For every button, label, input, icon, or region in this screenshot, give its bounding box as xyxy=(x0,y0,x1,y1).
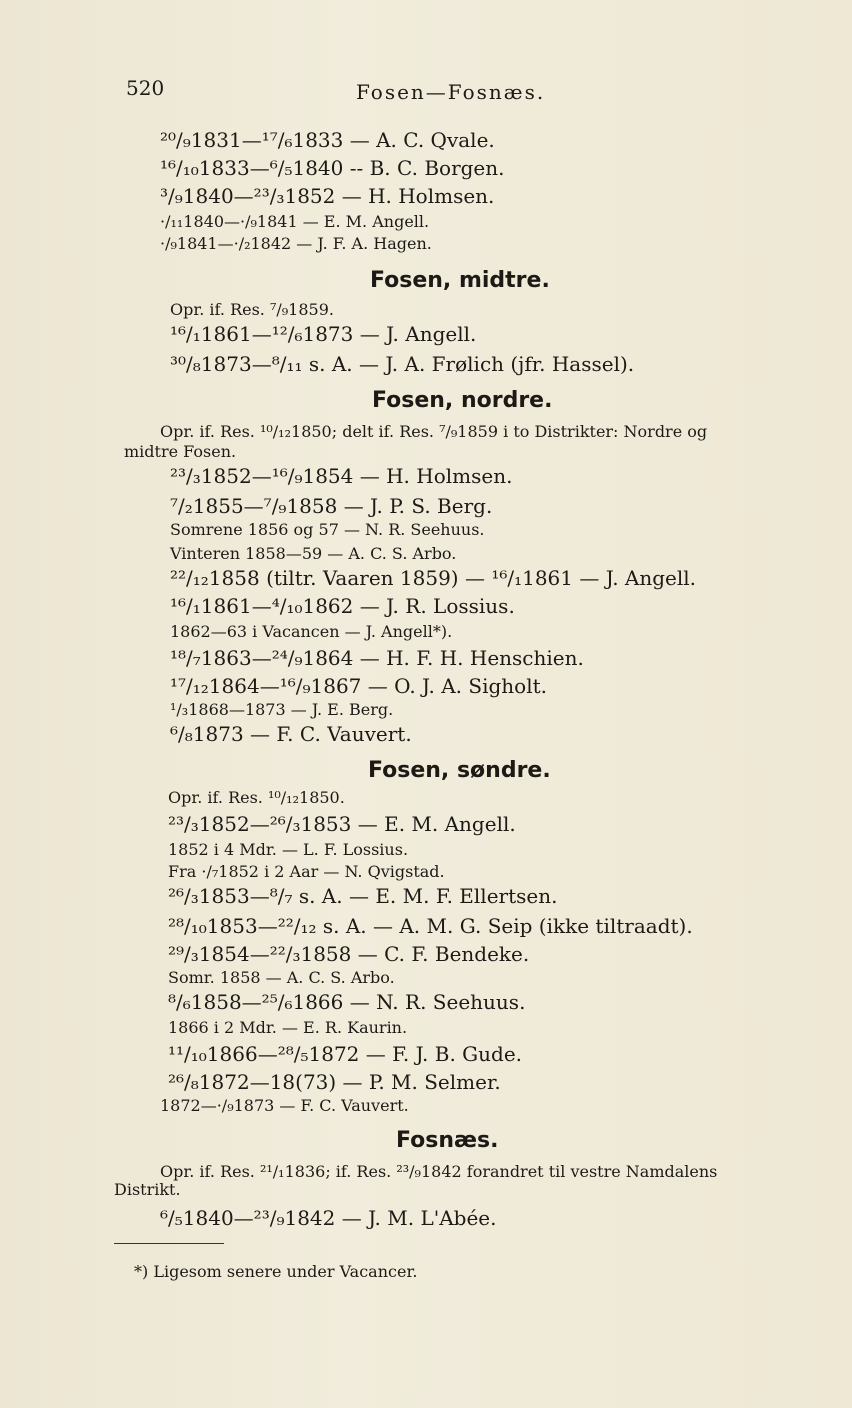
page-number: 520 xyxy=(126,76,165,100)
entry-line: ⁸/₆1858—²⁵/₆1866 — N. R. Seehuus. xyxy=(168,990,526,1014)
entry-line: 1852 i 4 Mdr. — L. F. Lossius. xyxy=(168,840,409,859)
entry-line: ¹⁶/₁1861—¹²/₆1873 — J. Angell. xyxy=(170,322,477,346)
running-title: Fosen—Fosnæs. xyxy=(356,80,546,104)
section-heading: Fosnæs. xyxy=(396,1128,499,1153)
entry-line: Opr. if. Res. ¹⁰/₁₂1850. xyxy=(168,788,345,807)
entry-line: 1872—·/₉1873 — F. C. Vauvert. xyxy=(160,1096,409,1115)
entry-line: ²³/₃1852—¹⁶/₉1854 — H. Holmsen. xyxy=(170,464,513,488)
entry-line: ¹⁷/₁₂1864—¹⁶/₉1867 — O. J. A. Sigholt. xyxy=(170,674,548,698)
entry-line: ¹⁸/₇1863—²⁴/₉1864 — H. F. H. Henschien. xyxy=(170,646,584,670)
entry-line: Opr. if. Res. ²¹/₁1836; if. Res. ²³/₉1842 forandret til vestre Namdalens xyxy=(160,1162,718,1181)
entry-line: 1862—63 i Vacancen — J. Angell*). xyxy=(170,622,453,641)
footnote: *) Ligesom senere under Vacancer. xyxy=(134,1262,418,1281)
entry-line: Somr. 1858 — A. C. S. Arbo. xyxy=(168,968,395,987)
entry-line: ²⁶/₃1853—⁸/₇ s. A. — E. M. F. Ellertsen. xyxy=(168,884,558,908)
entry-line: Opr. if. Res. ⁷/₉1859. xyxy=(170,300,334,319)
entry-line: Vinteren 1858—59 — A. C. S. Arbo. xyxy=(170,544,457,563)
entry-line: ⁶/₈1873 — F. C. Vauvert. xyxy=(170,722,412,746)
entry-line: ¹⁶/₁₀1833—⁶/₅1840 -- B. C. Borgen. xyxy=(160,156,505,180)
entry-line: ³/₉1840—²³/₃1852 — H. Holmsen. xyxy=(160,184,495,208)
entry-line: ²²/₁₂1858 (tiltr. Vaaren 1859) — ¹⁶/₁1861 — J. Angell. xyxy=(170,566,697,590)
entry-line: midtre Fosen. xyxy=(124,442,237,461)
entry-line: ³⁰/₈1873—⁸/₁₁ s. A. — J. A. Frølich (jfr. Hassel). xyxy=(170,352,635,376)
entry-line: Fra ·/₇1852 i 2 Aar — N. Qvigstad. xyxy=(168,862,445,881)
entry-line: ·/₉1841—·/₂1842 — J. F. A. Hagen. xyxy=(160,234,432,253)
section-heading: Fosen, nordre. xyxy=(372,388,553,413)
entry-line: ⁶/₅1840—²³/₉1842 — J. M. L'Abée. xyxy=(160,1206,497,1230)
entry-line: ⁷/₂1855—⁷/₉1858 — J. P. S. Berg. xyxy=(170,494,493,518)
entry-line: 1866 i 2 Mdr. — E. R. Kaurin. xyxy=(168,1018,408,1037)
footnote-divider xyxy=(114,1243,224,1244)
entry-line: Distrikt. xyxy=(114,1180,181,1199)
entry-line: ¹⁶/₁1861—⁴/₁₀1862 — J. R. Lossius. xyxy=(170,594,515,618)
entry-line: ²⁸/₁₀1853—²²/₁₂ s. A. — A. M. G. Seip (ikke tiltraadt). xyxy=(168,914,693,938)
entry-line: ²³/₃1852—²⁶/₃1853 — E. M. Angell. xyxy=(168,812,516,836)
entry-line: ²⁰/₉1831—¹⁷/₆1833 — A. C. Qvale. xyxy=(160,128,495,152)
section-heading: Fosen, midtre. xyxy=(370,268,550,293)
entry-line: ·/₁₁1840—·/₉1841 — E. M. Angell. xyxy=(160,212,430,231)
entry-line: ¹¹/₁₀1866—²⁸/₅1872 — F. J. B. Gude. xyxy=(168,1042,523,1066)
section-heading: Fosen, søndre. xyxy=(368,758,551,783)
entry-line: Opr. if. Res. ¹⁰/₁₂1850; delt if. Res. ⁷/₉1859 i to Distrikter: Nordre og xyxy=(160,422,708,441)
entry-line: ¹/₃1868—1873 — J. E. Berg. xyxy=(170,700,394,719)
entry-line: ²⁶/₈1872—18(73) — P. M. Selmer. xyxy=(168,1070,501,1094)
entry-line: Somrene 1856 og 57 — N. R. Seehuus. xyxy=(170,520,485,539)
entry-line: ²⁹/₃1854—²²/₃1858 — C. F. Bendeke. xyxy=(168,942,530,966)
